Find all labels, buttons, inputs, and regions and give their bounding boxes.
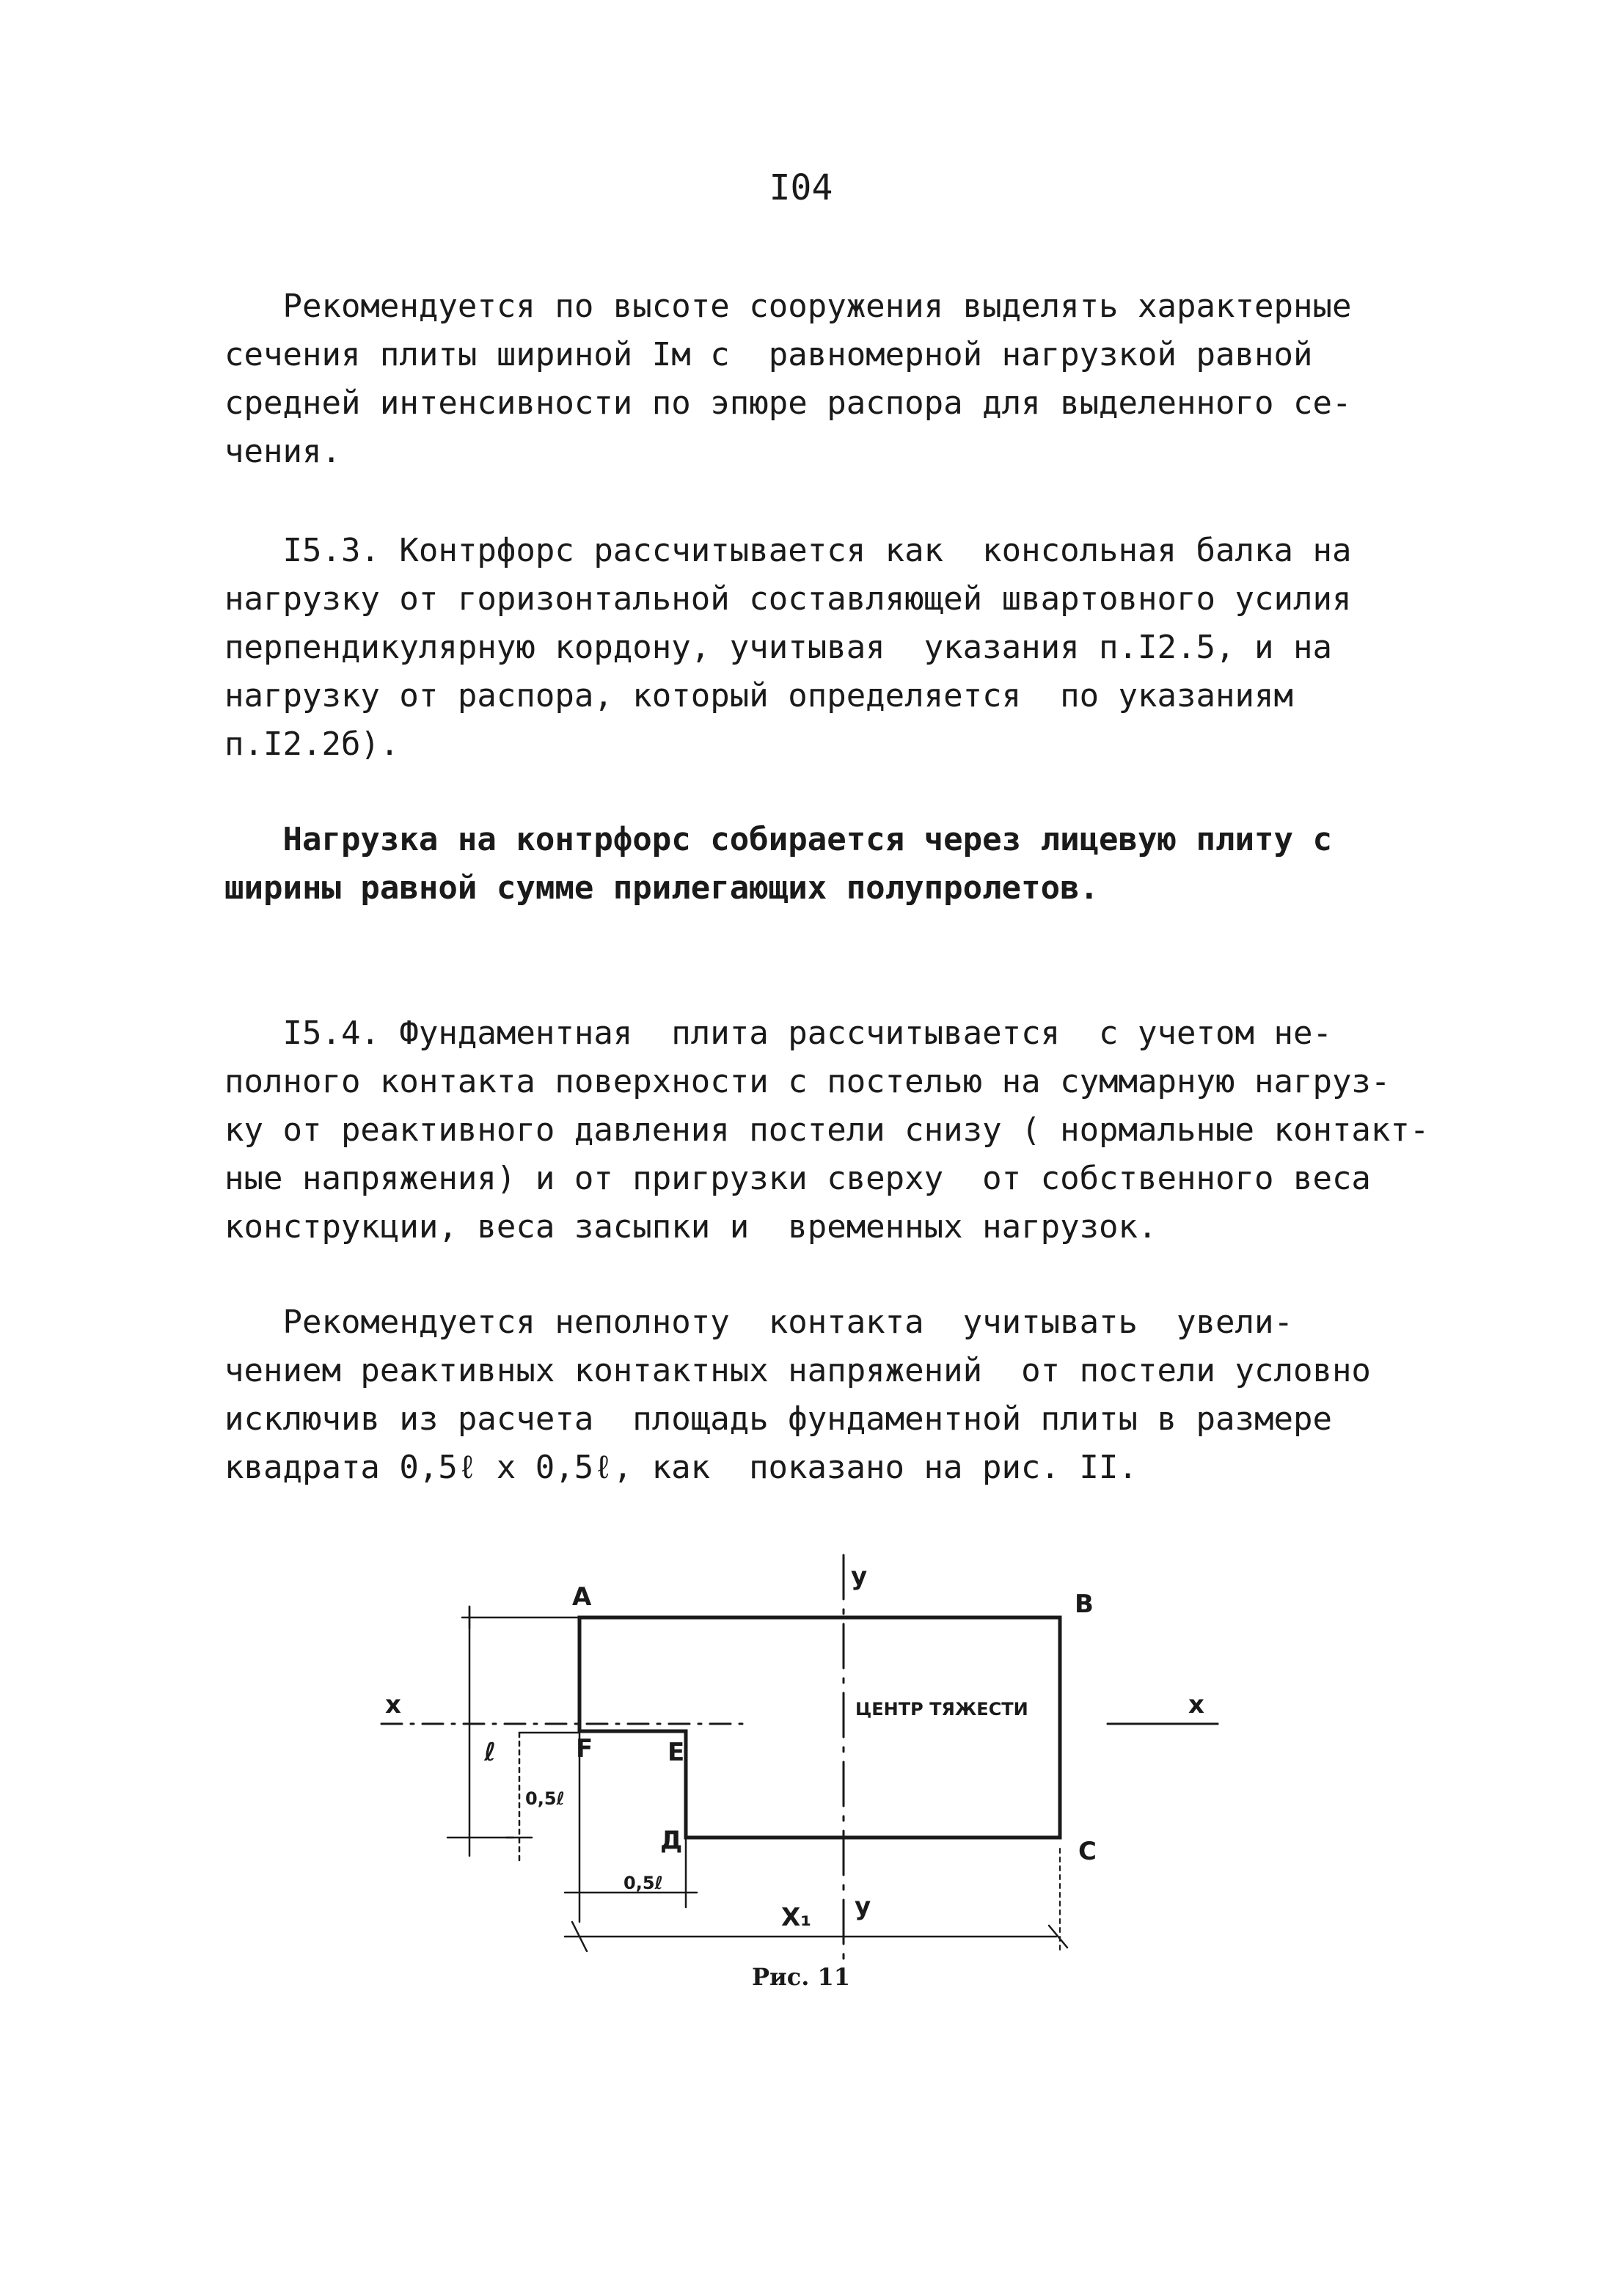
page-number: I04	[769, 167, 833, 208]
label-center-of-gravity: ЦЕНТР ТЯЖЕСТИ	[855, 1699, 1028, 1719]
text-line: квадрата 0,5ℓ х 0,5ℓ, как показано на рис. II.	[224, 1449, 1138, 1486]
foundation-plate-diagram	[352, 1526, 1262, 1966]
label-y-top: y	[851, 1562, 868, 1591]
paragraph-15-4	[224, 1009, 1429, 1251]
text-line: чением реактивных контактных напряжений от постели условно	[224, 1352, 1371, 1389]
text-line: средней интенсивности по эпюре распора для выделенного се-	[224, 384, 1352, 422]
paragraph-buttress-load	[224, 816, 1332, 913]
label-a: A	[572, 1582, 592, 1612]
figure-caption: Рис. 11	[751, 1963, 851, 1991]
figure-11	[352, 1526, 1262, 1966]
text-line: нагрузку от горизонтальной составляющей швартовного усилия	[224, 580, 1352, 618]
paragraph-partial-contact	[224, 1298, 1371, 1492]
text-line: чения.	[224, 433, 341, 470]
text-line: Нагрузка на контрфорс собирается через лицевую плиту с	[224, 821, 1332, 858]
text-line: п.I2.2б).	[224, 725, 400, 763]
text-line: Рекомендуется неполноту контакта учитывать увели-	[224, 1304, 1293, 1341]
plate-outline	[579, 1617, 1060, 1838]
text-line: полного контакта поверхности с постелью на суммарную нагруз-	[224, 1063, 1391, 1100]
text-line: конструкции, веса засыпки и временных нагрузок.	[224, 1208, 1157, 1246]
text-line: исключив из расчета площадь фундаментной плиты в размере	[224, 1400, 1332, 1438]
label-f: F	[576, 1734, 593, 1763]
text-line: I5.3. Контрфорс рассчитывается как консольная балка на	[224, 532, 1352, 569]
label-e: E	[668, 1738, 685, 1767]
text-line: нагрузку от распора, который определяется по указаниям	[224, 677, 1293, 714]
label-d: Д	[660, 1826, 683, 1855]
label-x-right: x	[1188, 1690, 1204, 1719]
text-line: перпендикулярную кордону, учитывая указания п.I2.5, и на	[224, 629, 1332, 666]
label-dim-05b-vertical: 0,5ℓ	[525, 1788, 565, 1809]
text-line: Рекомендуется по высоте сооружения выделять характерные	[224, 288, 1352, 325]
text-line: I5.4. Фундаментная плита рассчитывается с учетом не-	[224, 1014, 1332, 1052]
text-line: ширины равной сумме прилегающих полупролетов.	[224, 869, 1100, 907]
label-x-left: x	[385, 1690, 401, 1719]
text-line: ку от реактивного давления постели снизу ( нормальные контакт-	[224, 1111, 1430, 1149]
label-dim-05b-horizontal: 0,5ℓ	[623, 1873, 663, 1893]
label-c: C	[1078, 1837, 1097, 1866]
label-b: B	[1075, 1590, 1094, 1619]
paragraph-section-width	[224, 282, 1351, 476]
label-y-bottom: y	[855, 1892, 871, 1921]
text-line: ные напряжения) и от пригрузки сверху от собственного веса	[224, 1160, 1371, 1197]
label-dim-b: ℓ	[484, 1738, 497, 1767]
text-line: сечения плиты шириной Iм с равномерной нагрузкой равной	[224, 336, 1313, 373]
paragraph-15-3	[224, 527, 1351, 769]
label-dim-x1: X₁	[781, 1903, 812, 1932]
